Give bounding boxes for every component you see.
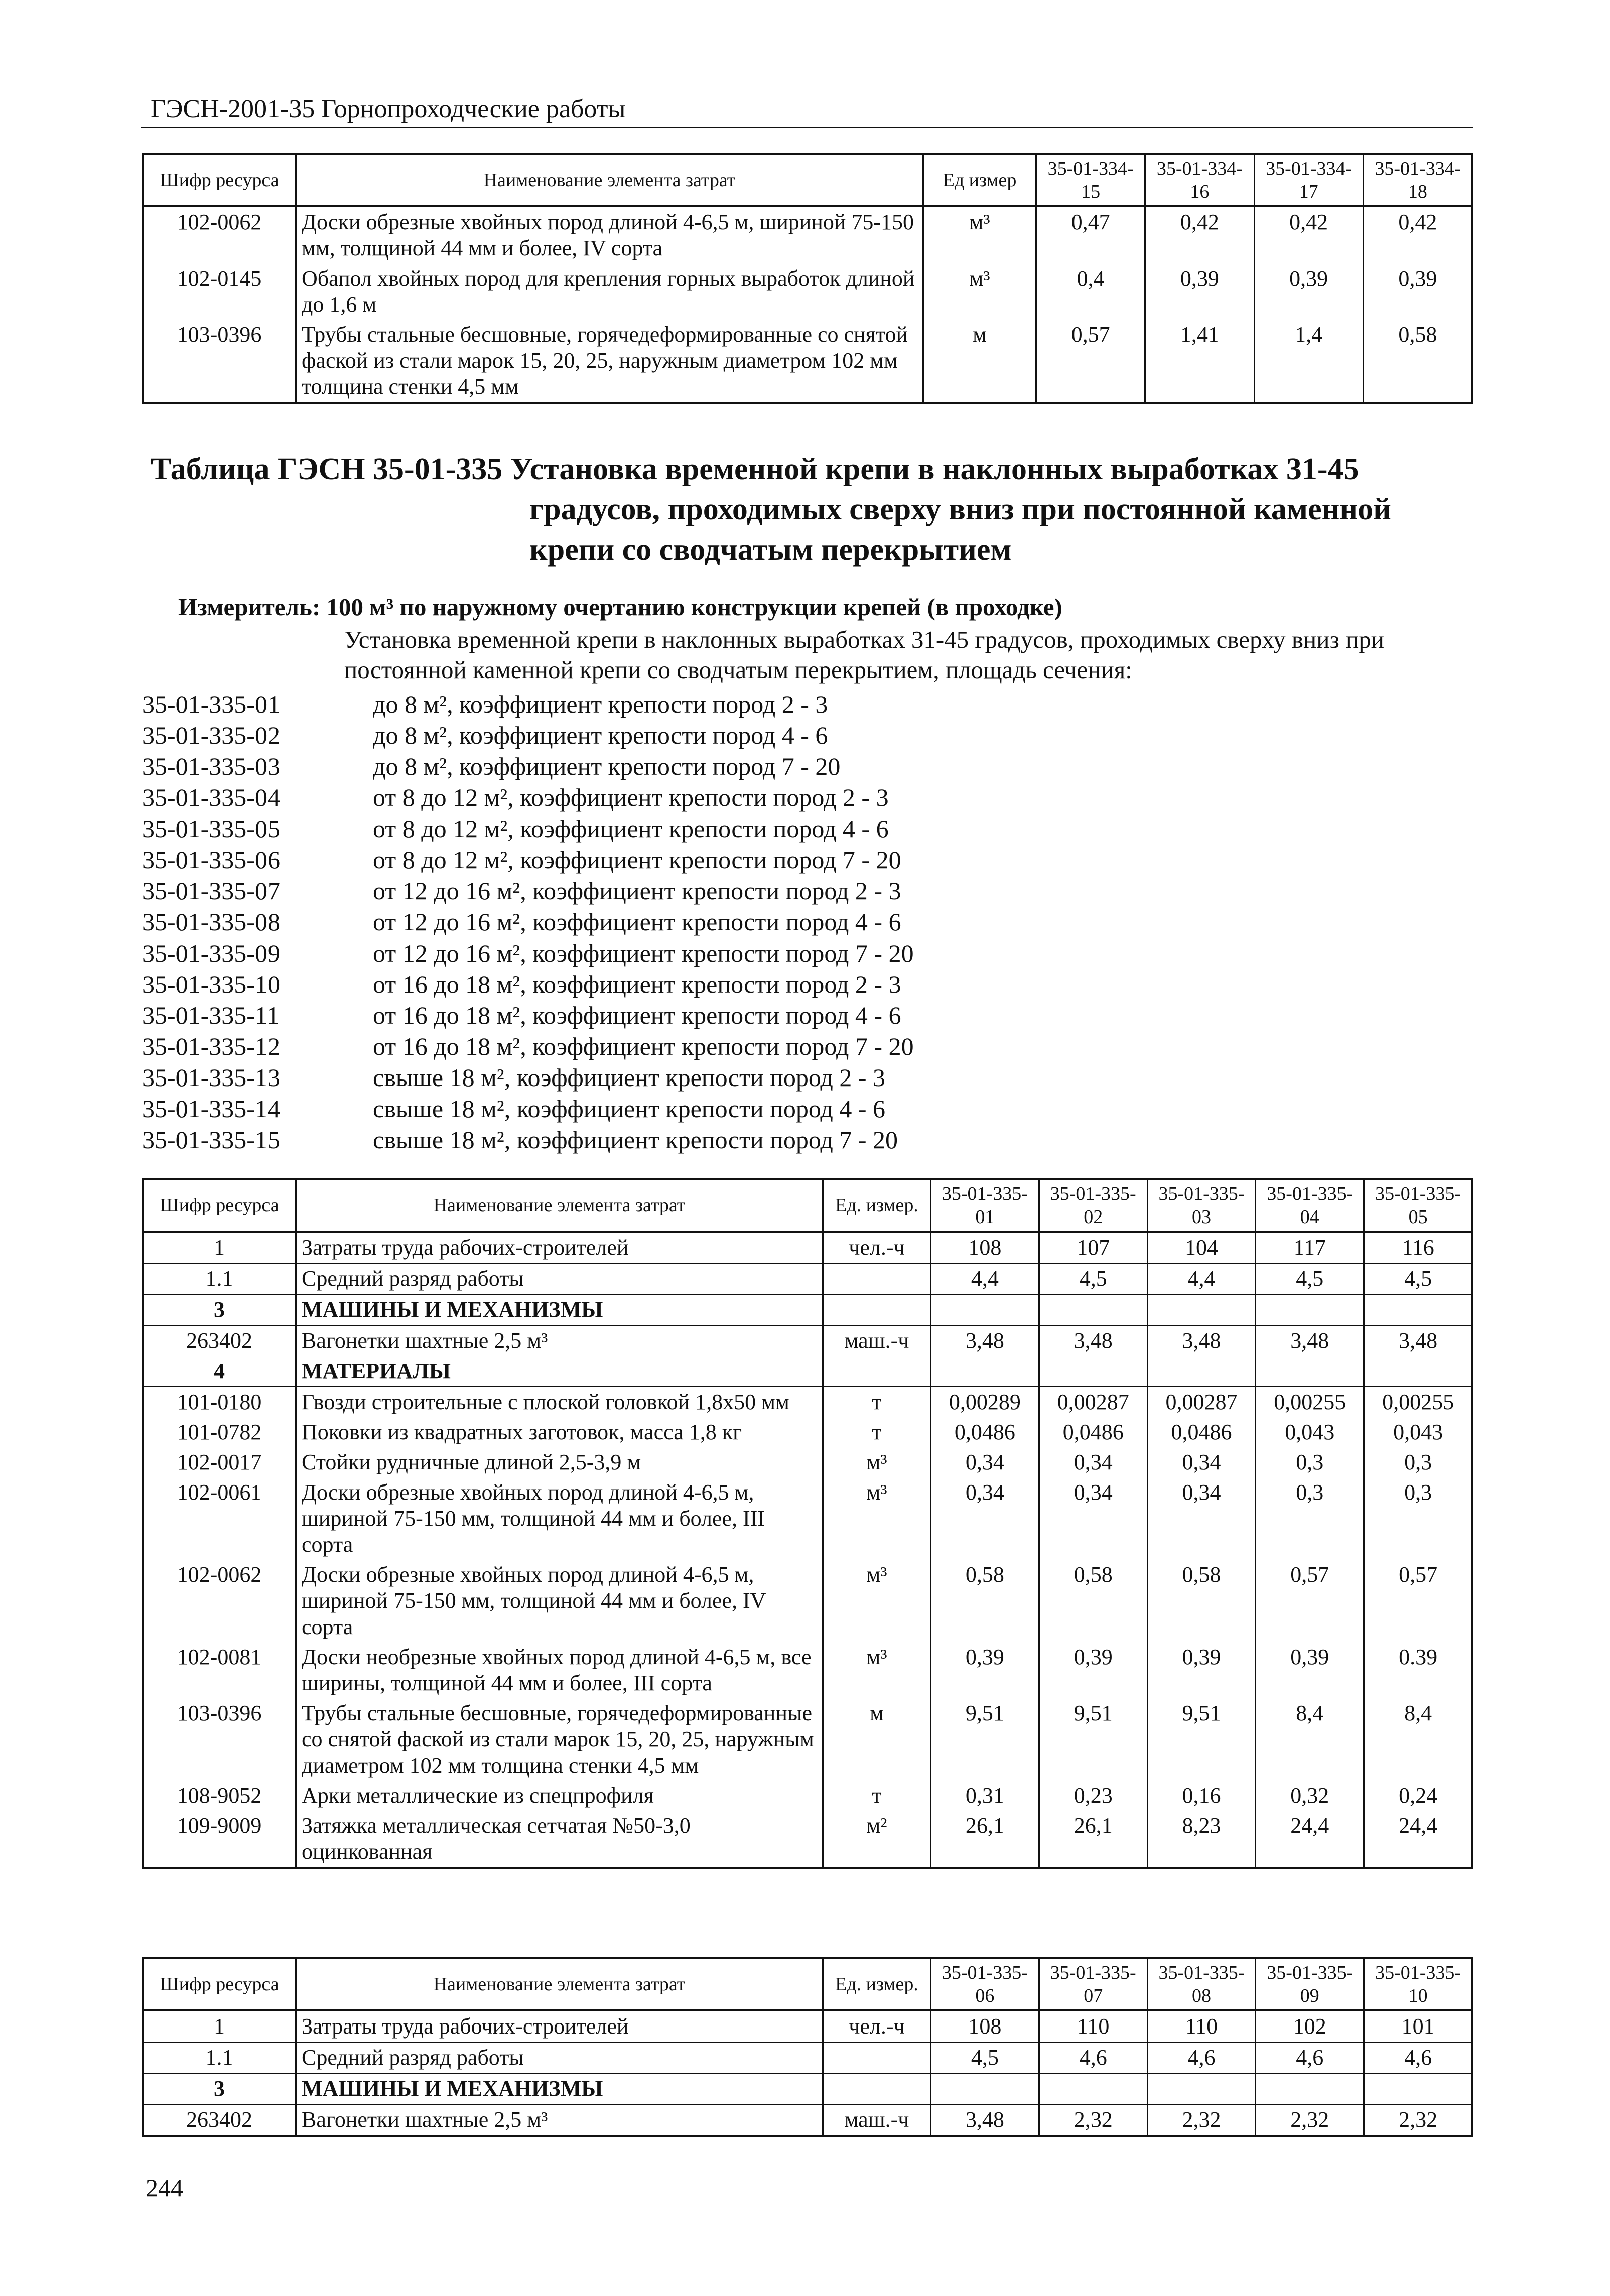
rate-value: 26,1 <box>1039 1811 1147 1868</box>
rate-value: 101 <box>1364 2010 1472 2042</box>
work-item-text: от 16 до 18 м², коэффициент крепости пород 2 - 3 <box>373 970 901 998</box>
resource-unit <box>823 1356 931 1387</box>
work-item <box>142 875 914 906</box>
rate-value: 0,0486 <box>1147 1417 1256 1447</box>
section-title-line: крепи со сводчатым перекрытием <box>529 532 1012 567</box>
rate-value: 0,3 <box>1364 1477 1472 1560</box>
resource-unit: м³ <box>923 263 1036 320</box>
work-item-code: 35-01-335-11 <box>142 1001 280 1029</box>
work-item-code: 35-01-335-10 <box>142 970 280 998</box>
rate-value: 4,6 <box>1256 2042 1364 2073</box>
rate-value: 0,58 <box>1147 1560 1256 1642</box>
resource-unit: м <box>923 320 1036 403</box>
measure-label: Измеритель: <box>178 593 321 621</box>
work-item-code: 35-01-335-14 <box>142 1095 280 1123</box>
resource-code: 102-0062 <box>143 1560 296 1642</box>
rate-value: 102 <box>1256 2010 1364 2042</box>
resource-name: Затраты труда рабочих-строителей <box>296 1232 823 1263</box>
resource-code: 101-0782 <box>143 1417 296 1447</box>
rate-value <box>1147 1294 1256 1325</box>
section-intro: Установка временной крепи в наклонных выработках 31-45 градусов, проходимых сверху вниз при постоянной каменной крепи со сводчатым перекрытием, площадь сечения: <box>344 626 1384 684</box>
resource-unit <box>823 1263 931 1294</box>
work-item-text: до 8 м², коэффициент крепости пород 2 - 3 <box>373 690 828 718</box>
resource-unit: м³ <box>923 206 1036 263</box>
rate-value: 0,00287 <box>1147 1387 1256 1417</box>
resource-unit: м² <box>823 1811 931 1868</box>
rate-value: 117 <box>1256 1232 1364 1263</box>
table-row <box>143 2104 1472 2136</box>
resource-unit: м³ <box>823 1477 931 1560</box>
work-item <box>142 720 914 751</box>
rate-value: 0,39 <box>1254 263 1363 320</box>
rate-value: 0,39 <box>931 1642 1039 1698</box>
rate-value <box>1147 2073 1256 2104</box>
work-item-code: 35-01-335-08 <box>142 908 280 936</box>
table-row <box>143 1811 1472 1868</box>
rate-value: 0,3 <box>1364 1447 1472 1477</box>
rate-value: 110 <box>1039 2010 1147 2042</box>
header-divider <box>141 127 1473 128</box>
col-header-unit: Ед измер <box>923 154 1036 206</box>
rate-value <box>931 1356 1039 1387</box>
rate-value: 2,32 <box>1147 2104 1256 2136</box>
rate-value: 0,34 <box>1147 1447 1256 1477</box>
rate-value: 0,24 <box>1364 1781 1472 1811</box>
resource-name: МАТЕРИАЛЫ <box>296 1356 823 1387</box>
table-row <box>143 1698 1472 1781</box>
rate-value: 9,51 <box>1039 1698 1147 1781</box>
rate-value: 4,4 <box>1147 1263 1256 1294</box>
rate-value: 108 <box>931 1232 1039 1263</box>
col-header-rate: 35-01-335-06 <box>931 1958 1039 2010</box>
rate-value: 3,48 <box>1039 1325 1147 1356</box>
rate-value: 0,34 <box>1039 1477 1147 1560</box>
resource-name: Гвозди строительные с плоской головкой 1,8х50 мм <box>296 1387 823 1417</box>
resource-code: 4 <box>143 1356 296 1387</box>
work-item-code: 35-01-335-12 <box>142 1032 280 1060</box>
rate-value: 0,00287 <box>1039 1387 1147 1417</box>
work-item-code: 35-01-335-01 <box>142 690 280 718</box>
rate-value: 0,39 <box>1039 1642 1147 1698</box>
resource-name: МАШИНЫ И МЕХАНИЗМЫ <box>296 1294 823 1325</box>
col-header-unit: Ед. измер. <box>823 1958 931 2010</box>
resource-name: Трубы стальные бесшовные, горячедеформированные со снятой фаской из стали марок 15, 20, 25, наружным диаметром 102 мм толщина стенки 4,5 мм <box>296 320 923 403</box>
rate-value: 0,043 <box>1256 1417 1364 1447</box>
rate-value: 4,5 <box>1039 1263 1147 1294</box>
rate-value: 0,23 <box>1039 1781 1147 1811</box>
rate-value: 4,5 <box>1364 1263 1472 1294</box>
resource-name: Доски обрезные хвойных пород длиной 4-6,5 м, шириной 75-150 мм, толщиной 44 мм и более, IV сорта <box>296 1560 823 1642</box>
table-row <box>143 1325 1472 1356</box>
col-header-rate: 35-01-334-18 <box>1363 154 1472 206</box>
resource-code: 102-0081 <box>143 1642 296 1698</box>
rate-value: 0,3 <box>1256 1447 1364 1477</box>
col-header-rate: 35-01-335-09 <box>1256 1958 1364 2010</box>
rate-value: 0.39 <box>1364 1642 1472 1698</box>
table-335-b <box>142 1957 1473 2137</box>
rate-value: 0,34 <box>931 1477 1039 1560</box>
work-item <box>142 782 914 813</box>
col-header-code: Шифр ресурса <box>143 1958 296 2010</box>
rate-value: 1,4 <box>1254 320 1363 403</box>
section-title-line: градусов, проходимых сверху вниз при постоянной каменной <box>529 492 1391 526</box>
rate-value: 8,4 <box>1364 1698 1472 1781</box>
rate-value: 0,31 <box>931 1781 1039 1811</box>
rate-value <box>1364 1294 1472 1325</box>
table-335-a <box>142 1178 1473 1869</box>
rate-value: 0,00289 <box>931 1387 1039 1417</box>
resource-code: 263402 <box>143 1325 296 1356</box>
table-334 <box>142 153 1473 404</box>
work-item-text: свыше 18 м², коэффициент крепости пород 7 - 20 <box>373 1126 898 1154</box>
resource-unit: маш.-ч <box>823 1325 931 1356</box>
work-item-code: 35-01-335-04 <box>142 783 280 812</box>
rate-value: 0,57 <box>1036 320 1145 403</box>
col-header-rate: 35-01-335-01 <box>931 1179 1039 1232</box>
rate-value: 108 <box>931 2010 1039 2042</box>
rate-value: 0,57 <box>1256 1560 1364 1642</box>
work-item-text: от 16 до 18 м², коэффициент крепости пород 4 - 6 <box>373 1001 901 1029</box>
table-row <box>143 1417 1472 1447</box>
col-header-name: Наименование элемента затрат <box>296 154 923 206</box>
rate-value: 2,32 <box>1039 2104 1147 2136</box>
rate-value: 0,57 <box>1364 1560 1472 1642</box>
work-item <box>142 1124 914 1155</box>
rate-value: 2,32 <box>1256 2104 1364 2136</box>
work-item <box>142 1031 914 1062</box>
resource-unit: т <box>823 1781 931 1811</box>
resource-code: 108-9052 <box>143 1781 296 1811</box>
resource-unit: м³ <box>823 1447 931 1477</box>
work-item <box>142 689 914 720</box>
table-row <box>143 1232 1472 1263</box>
col-header-rate: 35-01-335-08 <box>1147 1958 1256 2010</box>
col-header-rate: 35-01-334-16 <box>1145 154 1254 206</box>
table-row <box>143 2042 1472 2073</box>
resource-code: 1.1 <box>143 2042 296 2073</box>
rate-value: 0,16 <box>1147 1781 1256 1811</box>
col-header-unit: Ед. измер. <box>823 1179 931 1232</box>
rate-value: 4,5 <box>931 2042 1039 2073</box>
table-row <box>143 1263 1472 1294</box>
resource-code: 103-0396 <box>143 320 296 403</box>
col-header-name: Наименование элемента затрат <box>296 1958 823 2010</box>
rate-value: 116 <box>1364 1232 1472 1263</box>
rate-value: 4,6 <box>1147 2042 1256 2073</box>
resource-code: 1.1 <box>143 1263 296 1294</box>
rate-value: 0,39 <box>1147 1642 1256 1698</box>
rate-value: 26,1 <box>931 1811 1039 1868</box>
rate-value: 0,58 <box>931 1560 1039 1642</box>
col-header-name: Наименование элемента затрат <box>296 1179 823 1232</box>
table-row <box>143 320 1472 403</box>
resource-name: Доски обрезные хвойных пород длиной 4-6,5 м, шириной 75-150 мм, толщиной 44 мм и более, IV сорта <box>296 206 923 263</box>
resource-code: 3 <box>143 1294 296 1325</box>
resource-unit: чел.-ч <box>823 2010 931 2042</box>
rate-value: 107 <box>1039 1232 1147 1263</box>
resource-name: Арки металлические из спецпрофиля <box>296 1781 823 1811</box>
rate-value: 3,48 <box>1147 1325 1256 1356</box>
section-title-line: Таблица ГЭСН 35-01-335 Установка временной крепи в наклонных выработках 31-45 <box>151 452 1359 486</box>
resource-name: Средний разряд работы <box>296 1263 823 1294</box>
section-row <box>143 2073 1472 2104</box>
col-header-rate: 35-01-335-02 <box>1039 1179 1147 1232</box>
rate-value: 4,6 <box>1364 2042 1472 2073</box>
rate-value: 3,48 <box>1256 1325 1364 1356</box>
rate-value: 2,32 <box>1364 2104 1472 2136</box>
resource-unit: м <box>823 1698 931 1781</box>
page-number: 244 <box>146 2174 183 2202</box>
rate-value: 0,34 <box>931 1447 1039 1477</box>
resource-code: 102-0062 <box>143 206 296 263</box>
work-item-text: от 8 до 12 м², коэффициент крепости пород 4 - 6 <box>373 815 889 843</box>
rate-value: 0,47 <box>1036 206 1145 263</box>
table-row <box>143 1781 1472 1811</box>
rate-value: 0,0486 <box>931 1417 1039 1447</box>
resource-name: Доски обрезные хвойных пород длиной 4-6,5 м, шириной 75-150 мм, толщиной 44 мм и более, III сорта <box>296 1477 823 1560</box>
table-row <box>143 263 1472 320</box>
work-item-code: 35-01-335-13 <box>142 1063 280 1092</box>
resource-code: 102-0145 <box>143 263 296 320</box>
rate-value: 0,00255 <box>1256 1387 1364 1417</box>
resource-name: Вагонетки шахтные 2,5 м³ <box>296 1325 823 1356</box>
work-item <box>142 906 914 937</box>
rate-value: 8,23 <box>1147 1811 1256 1868</box>
resource-name: МАШИНЫ И МЕХАНИЗМЫ <box>296 2073 823 2104</box>
work-item-code: 35-01-335-02 <box>142 721 280 749</box>
rate-value: 9,51 <box>931 1698 1039 1781</box>
rate-value <box>1039 1294 1147 1325</box>
work-item-text: от 16 до 18 м², коэффициент крепости пород 7 - 20 <box>373 1032 914 1060</box>
rate-value: 24,4 <box>1256 1811 1364 1868</box>
table-row <box>143 1447 1472 1477</box>
col-header-rate: 35-01-335-03 <box>1147 1179 1256 1232</box>
resource-code: 103-0396 <box>143 1698 296 1781</box>
resource-unit: чел.-ч <box>823 1232 931 1263</box>
resource-code: 263402 <box>143 2104 296 2136</box>
table-row <box>143 1560 1472 1642</box>
work-item <box>142 1093 914 1124</box>
rate-value <box>1364 1356 1472 1387</box>
table-row <box>143 1387 1472 1417</box>
rate-value <box>931 2073 1039 2104</box>
work-item <box>142 969 914 1000</box>
measure-text: 100 м³ по наружному очертанию конструкции крепей (в проходке) <box>326 593 1062 621</box>
resource-name: Поковки из квадратных заготовок, масса 1,8 кг <box>296 1417 823 1447</box>
rate-value: 0,39 <box>1145 263 1254 320</box>
rate-value <box>1256 1356 1364 1387</box>
col-header-rate: 35-01-334-15 <box>1036 154 1145 206</box>
section-row <box>143 1294 1472 1325</box>
rate-value <box>1039 1356 1147 1387</box>
section-row <box>143 1356 1472 1387</box>
resource-unit: м³ <box>823 1560 931 1642</box>
work-item-text: от 12 до 16 м², коэффициент крепости пород 2 - 3 <box>373 877 901 905</box>
rate-value: 0,42 <box>1145 206 1254 263</box>
work-item-text: до 8 м², коэффициент крепости пород 7 - 20 <box>373 752 841 780</box>
col-header-rate: 35-01-335-10 <box>1364 1958 1472 2010</box>
rate-value: 3,48 <box>1364 1325 1472 1356</box>
resource-code: 1 <box>143 1232 296 1263</box>
page-header: ГЭСН-2001-35 Горнопроходческие работы <box>151 95 626 123</box>
work-item <box>142 751 914 782</box>
work-item-code: 35-01-335-03 <box>142 752 280 780</box>
work-item <box>142 1062 914 1093</box>
resource-name: Обапол хвойных пород для крепления горных выработок длиной до 1,6 м <box>296 263 923 320</box>
rate-value: 0,3 <box>1256 1477 1364 1560</box>
work-item-text: от 8 до 12 м², коэффициент крепости пород 7 - 20 <box>373 846 901 874</box>
resource-unit <box>823 1294 931 1325</box>
rate-value: 0,4 <box>1036 263 1145 320</box>
rate-value: 9,51 <box>1147 1698 1256 1781</box>
resource-unit <box>823 2073 931 2104</box>
work-item-code: 35-01-335-05 <box>142 815 280 843</box>
resource-name: Затяжка металлическая сетчатая №50-3,0 оцинкованная <box>296 1811 823 1868</box>
work-item-text: от 8 до 12 м², коэффициент крепости пород 2 - 3 <box>373 783 889 812</box>
resource-unit: т <box>823 1417 931 1447</box>
col-header-code: Шифр ресурса <box>143 1179 296 1232</box>
rate-value: 0,58 <box>1363 320 1472 403</box>
rate-value: 104 <box>1147 1232 1256 1263</box>
rate-value <box>1364 2073 1472 2104</box>
work-item <box>142 937 914 969</box>
rate-value: 4,5 <box>1256 1263 1364 1294</box>
work-item-text: от 12 до 16 м², коэффициент крепости пород 4 - 6 <box>373 908 901 936</box>
resource-name: Трубы стальные бесшовные, горячедеформированные со снятой фаской из стали марок 15, 20, 25, наружным диаметром 102 мм толщина стенки 4,5 мм <box>296 1698 823 1781</box>
rate-value <box>931 1294 1039 1325</box>
resource-code: 109-9009 <box>143 1811 296 1868</box>
col-header-rate: 35-01-335-04 <box>1256 1179 1364 1232</box>
work-item-code: 35-01-335-15 <box>142 1126 280 1154</box>
resource-unit: маш.-ч <box>823 2104 931 2136</box>
work-items-list <box>142 689 914 1155</box>
rate-value: 24,4 <box>1364 1811 1472 1868</box>
rate-value: 0,39 <box>1256 1642 1364 1698</box>
work-item <box>142 844 914 875</box>
rate-value: 4,4 <box>931 1263 1039 1294</box>
rate-value <box>1147 1356 1256 1387</box>
rate-value: 0,32 <box>1256 1781 1364 1811</box>
resource-code: 1 <box>143 2010 296 2042</box>
resource-code: 101-0180 <box>143 1387 296 1417</box>
resource-code: 102-0017 <box>143 1447 296 1477</box>
resource-name: Стойки рудничные длиной 2,5-3,9 м <box>296 1447 823 1477</box>
work-item-code: 35-01-335-09 <box>142 939 280 967</box>
rate-value: 110 <box>1147 2010 1256 2042</box>
rate-value: 0,00255 <box>1364 1387 1472 1417</box>
resource-unit <box>823 2042 931 2073</box>
work-item-code: 35-01-335-07 <box>142 877 280 905</box>
work-item-text: свыше 18 м², коэффициент крепости пород 2 - 3 <box>373 1063 886 1092</box>
work-item-text: от 12 до 16 м², коэффициент крепости пород 7 - 20 <box>373 939 914 967</box>
resource-code: 3 <box>143 2073 296 2104</box>
rate-value: 0,58 <box>1039 1560 1147 1642</box>
resource-name: Затраты труда рабочих-строителей <box>296 2010 823 2042</box>
rate-value: 0,0486 <box>1039 1417 1147 1447</box>
resource-name: Вагонетки шахтные 2,5 м³ <box>296 2104 823 2136</box>
rate-value <box>1256 2073 1364 2104</box>
rate-value: 0,42 <box>1254 206 1363 263</box>
col-header-rate: 35-01-334-17 <box>1254 154 1363 206</box>
rate-value: 3,48 <box>931 2104 1039 2136</box>
rate-value <box>1039 2073 1147 2104</box>
resource-name: Средний разряд работы <box>296 2042 823 2073</box>
rate-value: 0,42 <box>1363 206 1472 263</box>
work-item <box>142 813 914 844</box>
rate-value: 0,34 <box>1147 1477 1256 1560</box>
resource-unit: м³ <box>823 1642 931 1698</box>
resource-code: 102-0061 <box>143 1477 296 1560</box>
table-row <box>143 1477 1472 1560</box>
col-header-code: Шифр ресурса <box>143 154 296 206</box>
rate-value: 4,6 <box>1039 2042 1147 2073</box>
col-header-rate: 35-01-335-05 <box>1364 1179 1472 1232</box>
rate-value: 0,34 <box>1039 1447 1147 1477</box>
rate-value <box>1256 1294 1364 1325</box>
rate-value: 0,043 <box>1364 1417 1472 1447</box>
section-title <box>151 449 1465 570</box>
work-item-text: до 8 м², коэффициент крепости пород 4 - 6 <box>373 721 828 749</box>
rate-value: 8,4 <box>1256 1698 1364 1781</box>
table-row <box>143 2010 1472 2042</box>
rate-value: 3,48 <box>931 1325 1039 1356</box>
work-item <box>142 1000 914 1031</box>
rate-value: 0,39 <box>1363 263 1472 320</box>
col-header-rate: 35-01-335-07 <box>1039 1958 1147 2010</box>
work-item-code: 35-01-335-06 <box>142 846 280 874</box>
resource-name: Доски необрезные хвойных пород длиной 4-6,5 м, все ширины, толщиной 44 мм и более, III сорта <box>296 1642 823 1698</box>
resource-unit: т <box>823 1387 931 1417</box>
table-row <box>143 206 1472 263</box>
work-item-text: свыше 18 м², коэффициент крепости пород 4 - 6 <box>373 1095 886 1123</box>
table-row <box>143 1642 1472 1698</box>
rate-value: 1,41 <box>1145 320 1254 403</box>
measure-line <box>178 592 1062 622</box>
